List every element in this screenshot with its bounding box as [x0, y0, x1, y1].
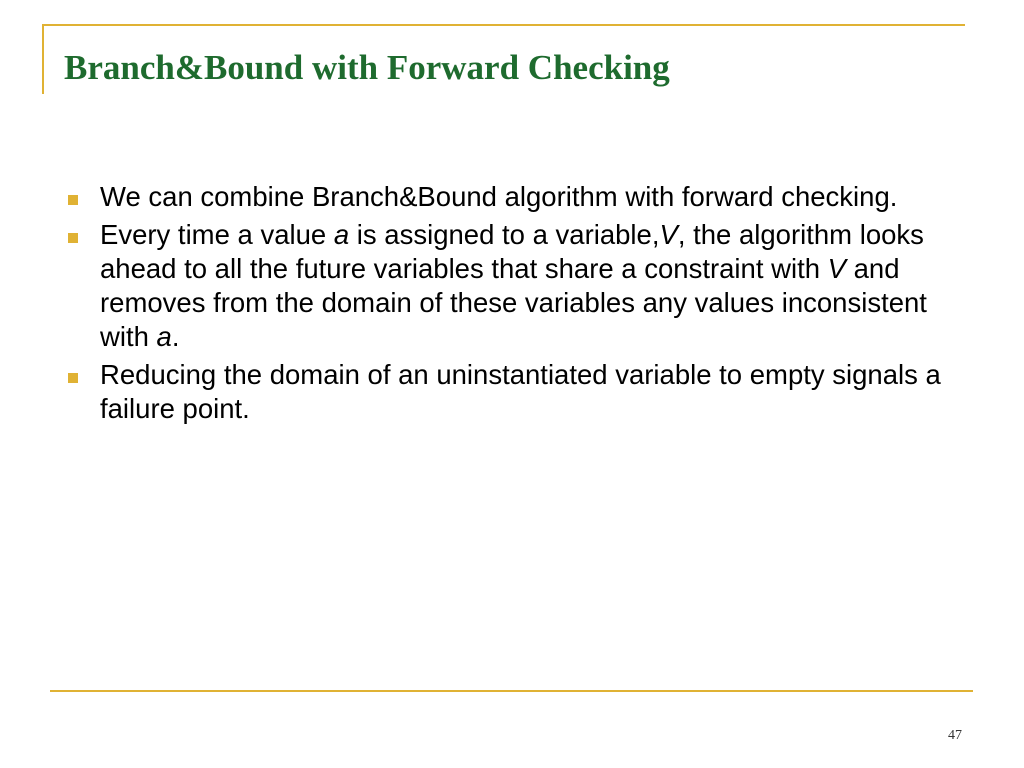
bullet-segment: , the algorithm looks ahead to all the future variables that share a constraint with: [100, 219, 924, 284]
bullet-text: [100, 181, 897, 212]
bullet-segment: .: [171, 321, 180, 352]
bullet-text: [100, 219, 927, 352]
bullet-segment-italic: a: [333, 219, 350, 250]
bullet-segment-italic: a: [156, 321, 172, 352]
bottom-rule: [50, 690, 973, 692]
bullet-segment: We can combine Branch&Bound algorithm with forward checking.: [100, 181, 898, 212]
left-rule: [42, 24, 44, 94]
bullet-segment: and removes from the domain of these variables any values inconsistent with: [100, 253, 927, 352]
square-bullet-icon: [68, 373, 78, 383]
bullet-segment: is assigned to a variable,: [349, 219, 660, 250]
bullet-item: [64, 358, 954, 426]
square-bullet-icon: [68, 233, 78, 243]
page-number: 47: [948, 728, 962, 743]
bullet-text: [100, 359, 941, 424]
bullet-segment-italic: V: [659, 219, 678, 250]
bullet-item: [64, 180, 954, 214]
bullet-segment: Reducing the domain of an uninstantiated variable to empty signals a failure point.: [100, 359, 941, 424]
bullet-list: [64, 180, 954, 430]
slide-title: Branch&Bound with Forward Checking: [64, 48, 670, 87]
square-bullet-icon: [68, 195, 78, 205]
bullet-segment: Every time a value: [100, 219, 334, 250]
top-rule: [42, 24, 965, 26]
bullet-segment-italic: V: [827, 253, 846, 284]
bullet-item: [64, 218, 954, 354]
